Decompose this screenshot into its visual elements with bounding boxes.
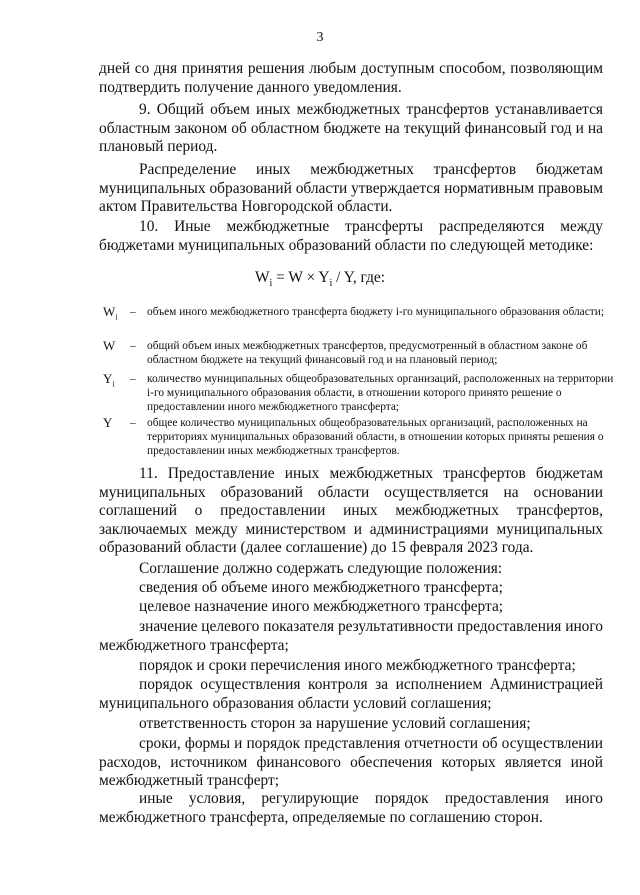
- agreement-item-control: порядок осуществления контроля за исполнением Администрацией муниципального образования области условий соглашения;: [99, 676, 603, 712]
- definition-symbol: $Y_i$: [103, 371, 115, 389]
- agreement-item-indicator: значение целевого показателя результативности предоставления иного межбюджетного трансферта;: [99, 618, 603, 654]
- formula: [0, 269, 640, 289]
- paragraph-continuation: дней со дня принятия решения любым доступным способом, позволяющим подтвердить получение данного уведомления.: [99, 60, 603, 96]
- definition-symbol: W: [103, 338, 116, 353]
- agreement-item-responsibility: ответственность сторон за нарушение условий соглашения;: [139, 715, 531, 732]
- definition-text: общий объем иных межбюджетных трансфертов, предусмотренный в областном законе об областном бюджете на текущий финансовый год и на плановый период;: [147, 340, 588, 366]
- definition-text: общее количество муниципальных общеобразовательных организаций, расположенных на территориях муниципальных образований области, в отношении которых приняты решения о предоставлении иных межбюджетных трансфертов.: [147, 417, 604, 457]
- formula-sub-i-2: i: [329, 278, 333, 290]
- definition-y: [99, 416, 614, 460]
- definition-wi: [99, 305, 614, 335]
- agreement-intro: Соглашение должно содержать следующие положения:: [139, 560, 503, 577]
- agreement-item-volume: сведения об объеме иного межбюджетного трансферта;: [139, 579, 503, 596]
- formula-sub-i: i: [269, 278, 273, 290]
- definition-symbol: Y: [103, 415, 113, 430]
- formula-tail: / Y, где:: [332, 269, 386, 286]
- paragraph-9: 9. Общий объем иных межбюджетных трансфертов устанавливается областным законом об областном бюджете на текущий финансовый год и на плановый период.: [99, 101, 603, 155]
- definition-dash: –: [130, 340, 136, 352]
- agreement-item-reporting: сроки, формы и порядок представления отчетности об осуществлении расходов, источником финансового обеспечения которых является иной межбюджетный трансферт;: [99, 735, 603, 789]
- definition-w: [99, 339, 614, 369]
- definition-dash: –: [130, 417, 136, 429]
- paragraph-11: 11. Предоставление иных межбюджетных трансфертов бюджетам муниципальных образований области осуществляется на основании соглашений о предоставлении иных межбюджетных трансфертов, заключаемых между министерством и администрациями муниципальных образований области (далее соглашение) до 15 февраля 2023 года.: [99, 465, 603, 556]
- agreement-item-transfer-order: порядок и сроки перечисления иного межбюджетного трансферта;: [139, 657, 576, 674]
- definition-dash: –: [130, 373, 136, 385]
- agreement-item-purpose: целевое назначение иного межбюджетного трансферта;: [139, 598, 504, 615]
- agreement-item-other: иные условия, регулирующие порядок предоставления иного межбюджетного трансферта, определяемые по соглашению сторон.: [99, 790, 603, 826]
- definition-symbol: $W_i$: [103, 304, 118, 322]
- paragraph-10: 10. Иные межбюджетные трансферты распределяются между бюджетами муниципальных образований области по следующей методике:: [99, 218, 603, 254]
- formula-w: W: [254, 269, 270, 286]
- paragraph-distribution: Распределение иных межбюджетных трансфертов бюджетам муниципальных образований области утверждается нормативным правовым актом Правительства Новгородской области.: [99, 161, 603, 215]
- definition-yi: [99, 372, 614, 416]
- formula-eq: = W × Y: [272, 269, 330, 286]
- page-number: 3: [316, 30, 324, 45]
- definition-dash: –: [130, 306, 136, 318]
- definition-text: количество муниципальных общеобразовательных организаций, расположенных на территории i-го муниципального образования области, в отношении которого принято решение о предоставлении иного межбюджетного трансферта;: [147, 373, 614, 413]
- definition-text: объем иного межбюджетного трансферта бюджету i-го муниципального образования области;: [147, 306, 605, 318]
